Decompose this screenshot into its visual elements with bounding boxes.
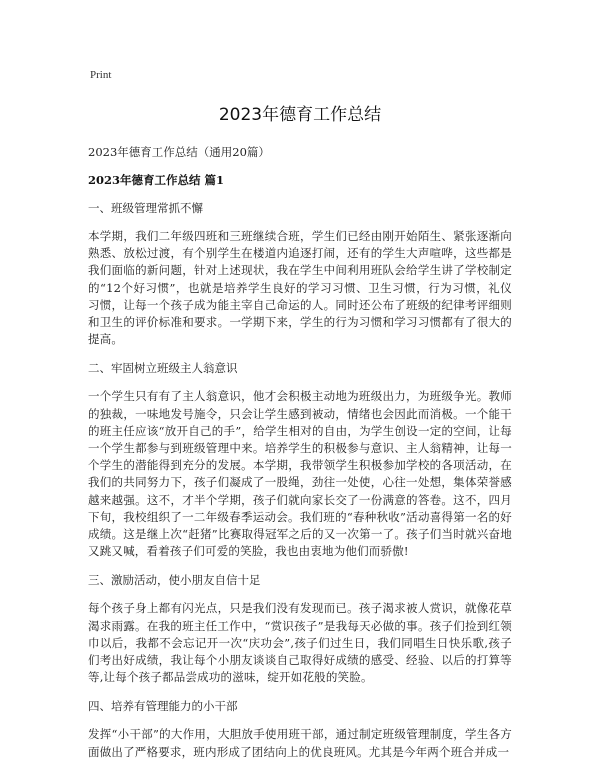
section-heading-4: 四、培养有管理能力的小干部 bbox=[88, 699, 238, 714]
section-heading-3: 三、激励活动，使小朋友自信十足 bbox=[88, 573, 261, 588]
paragraph-4: 发挥“小干部”的大作用，大胆放手使用班干部，通过制定班级管理制度，学生各方面做出了严格要求，班内形成了团结向上的优良班风。尤其是今年两个班合并成一 bbox=[88, 727, 512, 759]
print-link[interactable]: Print bbox=[90, 69, 112, 81]
section-title: 2023年德育工作总结 篇1 bbox=[88, 173, 225, 187]
section-heading-2: 二、牢固树立班级主人翁意识 bbox=[88, 361, 238, 376]
document-subtitle: 2023年德育工作总结（通用20篇） bbox=[88, 145, 270, 159]
paragraph-3: 每个孩子身上都有闪光点，只是我们没有发现而已。孩子渴求被人赏识，就像花草渴求雨露。在我的班主任工作中，“赏识孩子”是我每天必做的事。孩子们捡到红领巾以后，我都不会忘记开一次“庆功会”,孩子们过生日，我们同唱生日快乐歌,孩子们考出好成绩，我让每个小朋友谈谈自己取得好成绩的感受、经验、以后的打算等等,让每个孩子都品尝成功的滋味，绽开如花般的笑脸。 bbox=[88, 601, 512, 685]
paragraph-1: 本学期，我们二年级四班和三班继续合班，学生们已经由刚开始陌生、紧张逐渐向熟悉、放松过渡，有个别学生在楼道内追逐打闹，还有的学生大声喧哗，这些都是我们面临的新问题，针对上述现状，我在学生中间利用班队会给学生讲了学校制定的“12个好习惯”，也就是培养学生良好的学习习惯、卫生习惯，行为习惯，礼仪习惯，让每一个孩子成为能主宰自己命运的人。同时还公布了班级的纪律考评细则和卫生的评价标准和要求。一学期下来，学生的行为习惯和学习习惯都有了很大的提高。 bbox=[88, 229, 512, 347]
section-heading-1: 一、班级管理常抓不懈 bbox=[88, 201, 203, 215]
page-title: 2023年德育工作总结 bbox=[218, 105, 382, 125]
paragraph-2: 一个学生只有有了主人翁意识，他才会积极主动地为班级出力，为班级争光。教师的独裁，一味地发号施令，只会让学生感到被动，情绪也会因此而消极。一个能干的班主任应该“放开自己的手”，给学生相对的自由，为学生创设一定的空间，让每一个学生都参与到班级管理中来。培养学生的积极参与意识、主人翁精神，让每一个学生的潜能得到充分的发展。本学期，我带领学生积极参加学校的各项活动，在我们的共同努力下，孩子们凝成了一股绳，劲往一处使，心往一处想，集体荣誉感越来越强。这不，才半个学期，孩子们就向家长交了一份满意的答卷。这不，四月下旬，我校组织了一二年级春季运动会。我们班的“春种秋收”活动喜得第一名的好成绩。这是继上次“赶猪”比赛取得冠军之后的又一次第一了。孩子们当时就兴奋地又跳又喊，看着孩子们可爱的笑脸，我也由衷地为他们而骄傲! bbox=[88, 389, 512, 559]
